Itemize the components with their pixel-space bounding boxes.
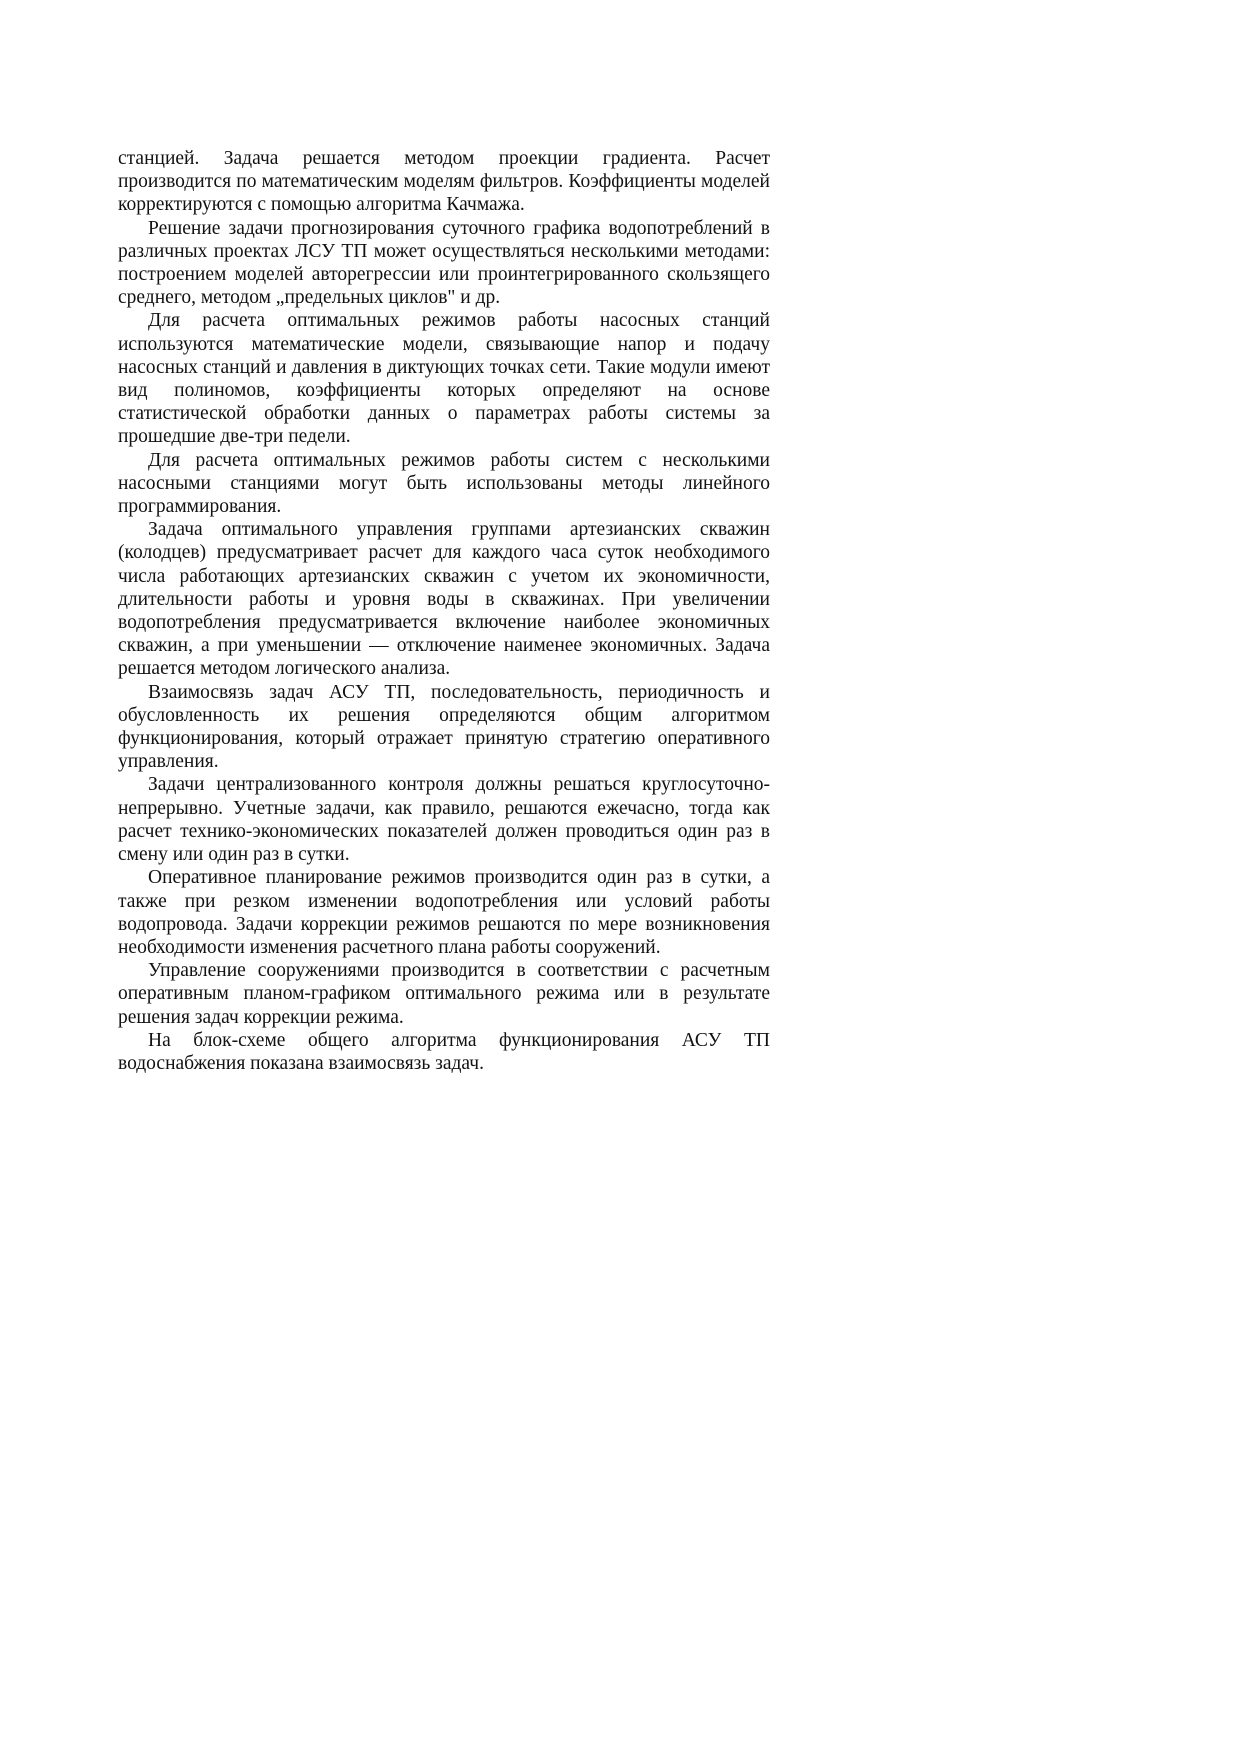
paragraph: Задача оптимального управления группами артезианских скважин (колодцев) предусматривает расчет для каждого часа суток необходимого числа работающих артезианских скважин с учетом их экономичности, длительности работы и уровня воды в скважинах. При увеличении водопотребления предусматривается включение наиболее экономичных скважин, а при уменьшении — отключение наименее экономичных. Задача решается методом логического анализа. [118, 519, 770, 680]
paragraph: Взаимосвязь задач АСУ ТП, последовательность, периодичность и обусловленность их решения определяются общим алгоритмом функционирования, который отражает принятую стратегию оперативного управления. [118, 681, 770, 773]
paragraph: Решение задачи прогнозирования суточного графика водопотреблений в различных проектах ЛСУ ТП может осуществляться несколькими методами: построением моделей авторегрессии или проинтегрированного скользящего среднего, методом „предельных циклов" и др. [118, 217, 770, 309]
paragraph: Для расчета оптимальных режимов работы насосных станций используются математические модели, связывающие напор и подачу насосных станций и давления в диктующих точках сети. Такие модули имеют вид полиномов, коэффициенты которых определяют на основе статистической обработки данных о параметрах работы системы за прошедшие две-три педели. [118, 310, 770, 448]
body-text [118, 147, 770, 1075]
paragraph: Оперативное планирование режимов производится один раз в сутки, а также при резком изменении водопотребления или условий работы водопровода. Задачи коррекции режимов решаются по мере возникновения необходимости изменения расчетного плана работы сооружений. [118, 867, 770, 958]
paragraph: Управление сооружениями производится в соответствии с расчетным оперативным планом-графиком оптимального режима или в результате решения задач коррекции режима. [118, 960, 770, 1028]
paragraph: Задачи централизованного контроля должны решаться круглосуточно-непрерывно. Учетные задачи, как правило, решаются ежечасно, тогда как расчет технико-экономических показателей должен проводиться один раз в смену или один раз в сутки. [118, 774, 770, 866]
paragraph: станцией. Задача решается методом проекции градиента. Расчет производится по математическим моделям фильтров. Коэффициенты моделей корректируются с помощью алгоритма Качмажа. [118, 148, 770, 216]
paragraph: Для расчета оптимальных режимов работы систем с несколькими насосными станциями могут быть использованы методы линейного программирования. [118, 449, 770, 518]
paragraph: На блок-схеме общего алгоритма функционирования АСУ ТП водоснабжения показана взаимосвязь задач. [118, 1029, 770, 1074]
